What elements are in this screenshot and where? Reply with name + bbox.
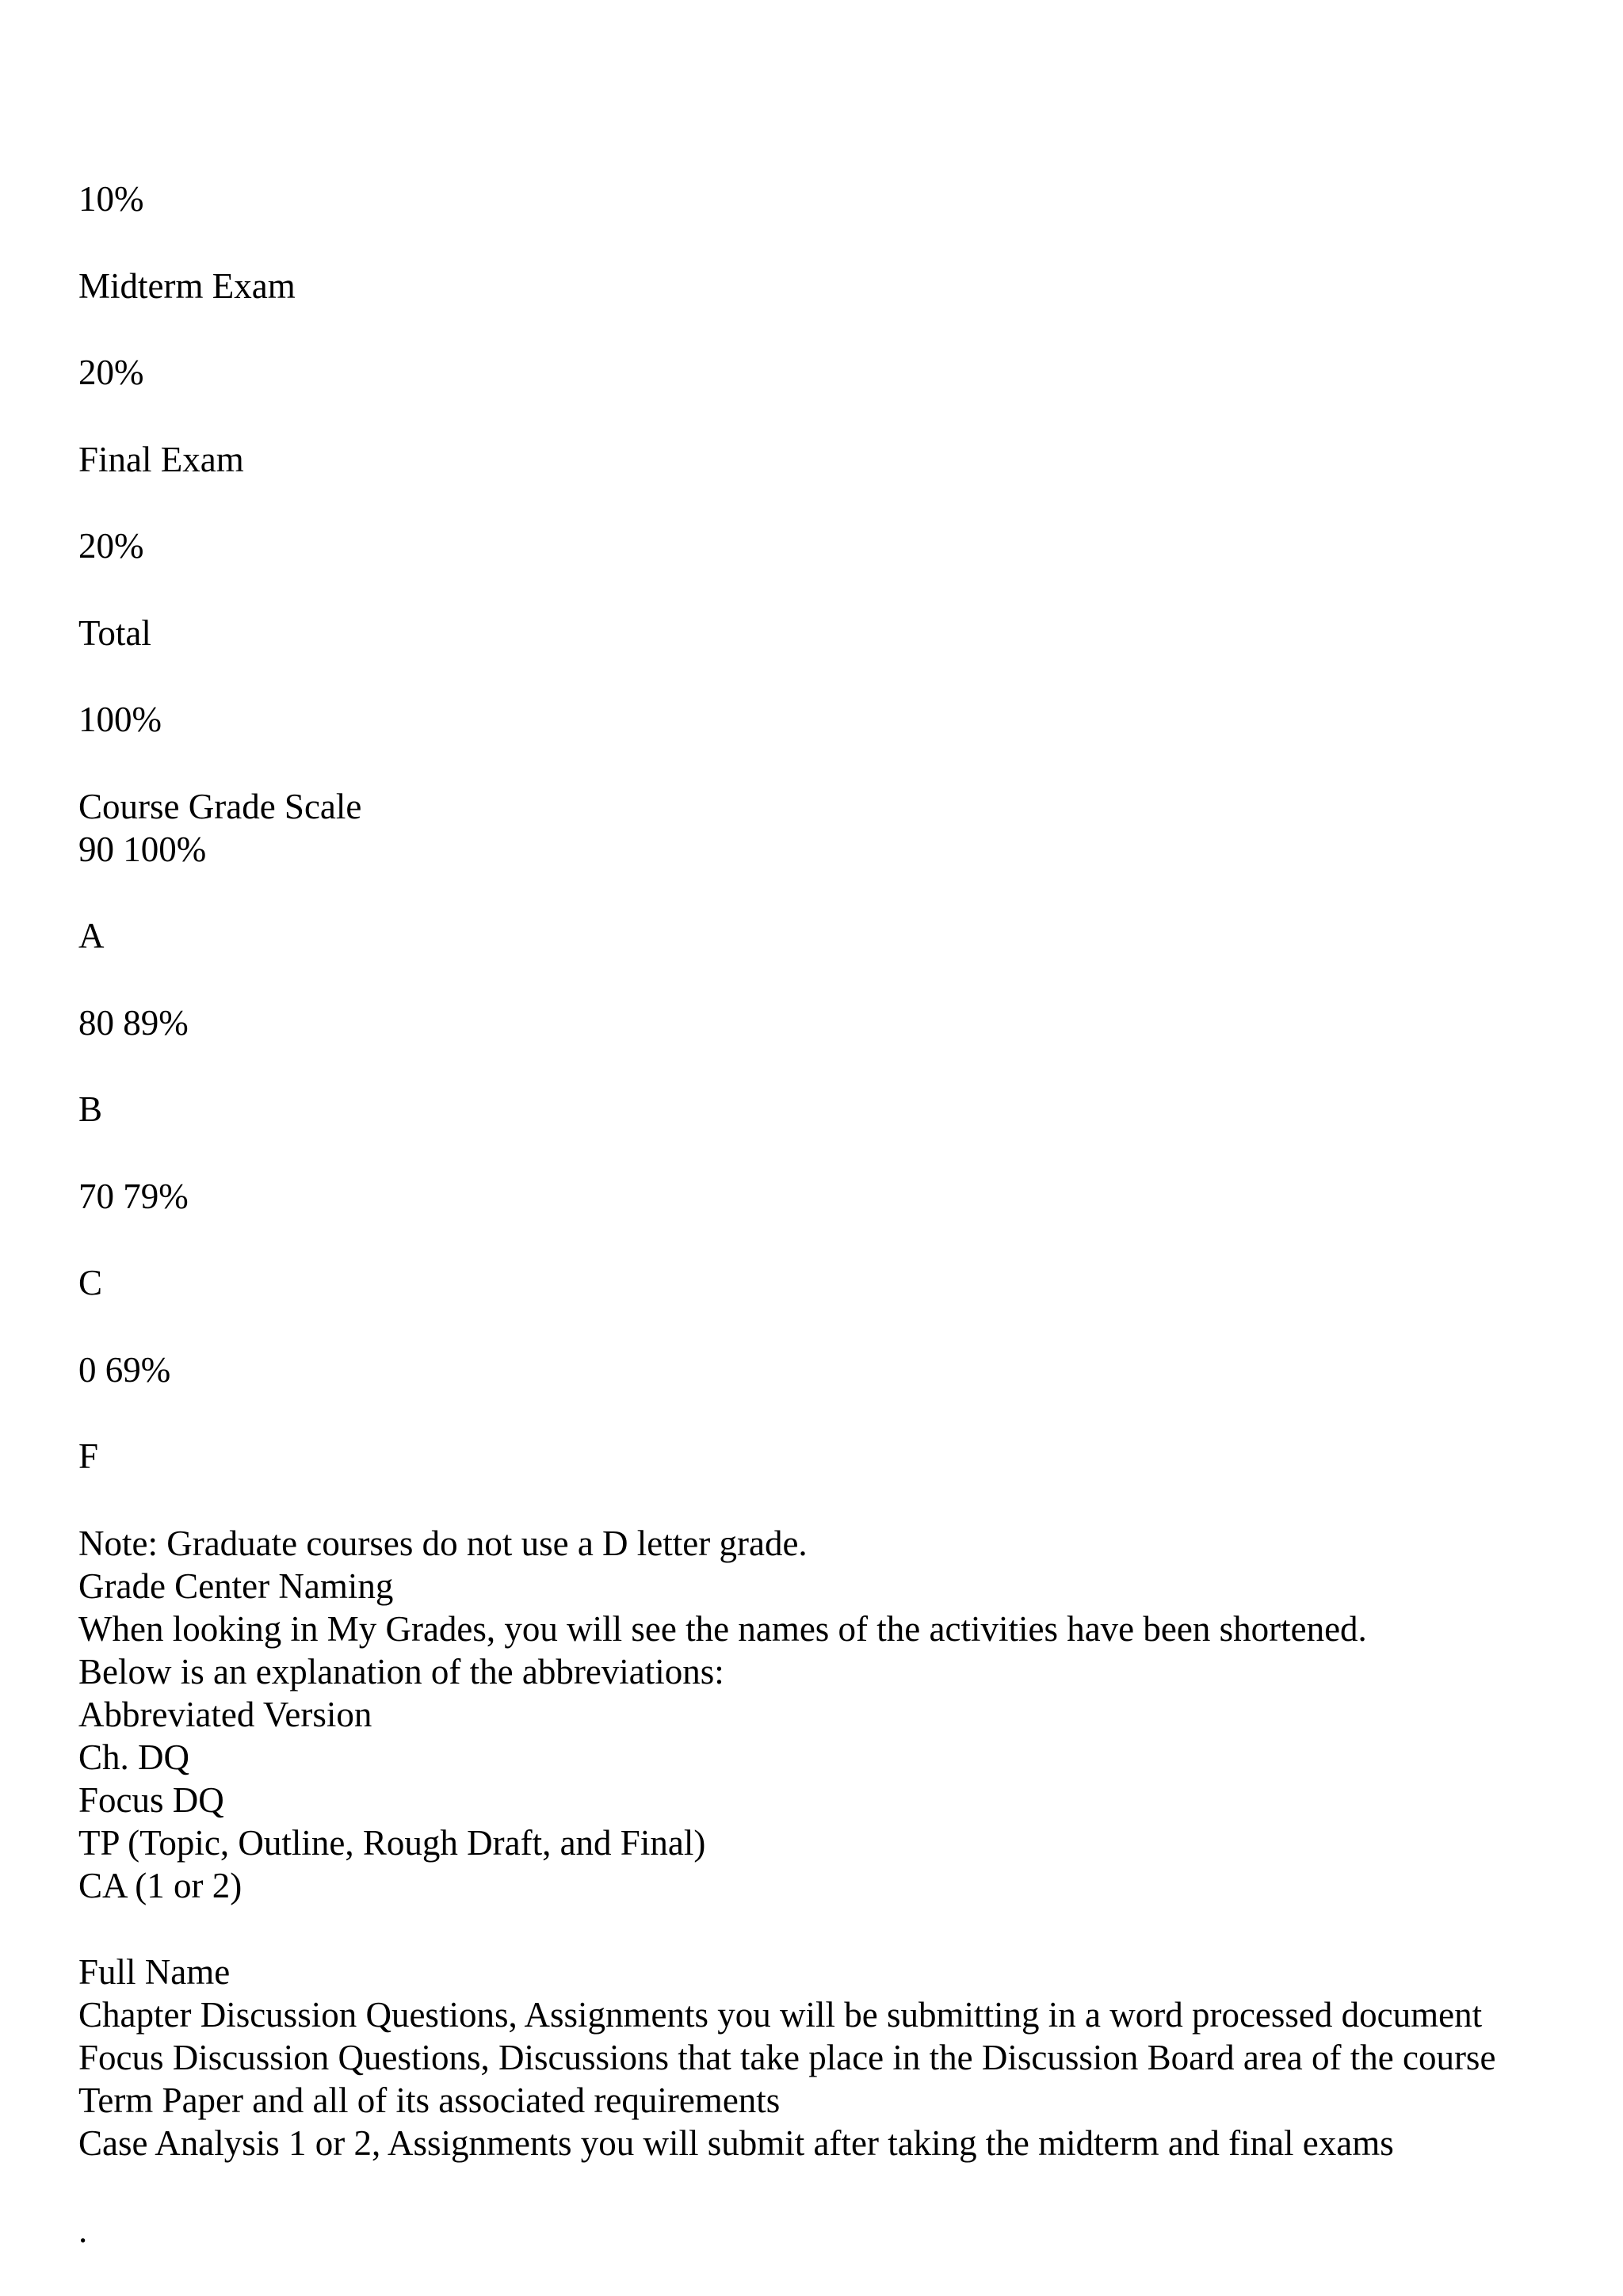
grade-center-heading: Grade Center Naming	[78, 1566, 394, 1606]
total-percent: 100%	[78, 700, 162, 739]
abbreviation-item: CA (1 or 2)	[78, 1866, 242, 1905]
trailing-period: .	[78, 2210, 88, 2250]
grade-scale-letter: C	[78, 1263, 103, 1302]
full-name-item: Term Paper and all of its associated requirements	[78, 2081, 781, 2120]
grade-scale-note: Note: Graduate courses do not use a D letter grade.	[78, 1524, 808, 1563]
midterm-percent: 20%	[78, 353, 144, 392]
final-exam-percent: 20%	[78, 526, 144, 566]
final-exam-label: Final Exam	[78, 440, 244, 479]
full-name-item: Chapter Discussion Questions, Assignments you will be submitting in a word processed document	[78, 1995, 1483, 2035]
grade-scale-range: 80 89%	[78, 1003, 189, 1043]
grade-scale-range: 70 79%	[78, 1177, 189, 1216]
grade-center-intro: Below is an explanation of the abbreviations:	[78, 1652, 724, 1691]
grade-center-intro: When looking in My Grades, you will see the names of the activities have been shortened.	[78, 1609, 1367, 1649]
weight-quizzes-percent: 10%	[78, 179, 144, 219]
full-name-item: Focus Discussion Questions, Discussions that take place in the Discussion Board area of the course	[78, 2038, 1496, 2077]
grade-scale-letter: A	[78, 916, 105, 955]
abbreviation-item: Ch. DQ	[78, 1737, 190, 1777]
abbreviation-item: TP (Topic, Outline, Rough Draft, and Final)	[78, 1823, 706, 1863]
midterm-label: Midterm Exam	[78, 266, 296, 306]
grade-scale-heading: Course Grade Scale	[78, 787, 362, 826]
grade-scale-range: 0 69%	[78, 1350, 171, 1390]
total-label: Total	[78, 613, 151, 653]
grade-scale-letter: B	[78, 1089, 103, 1129]
abbreviation-item: Focus DQ	[78, 1780, 224, 1820]
grade-scale-letter: F	[78, 1436, 99, 1476]
full-name-item: Case Analysis 1 or 2, Assignments you will submit after taking the midterm and final exams	[78, 2123, 1394, 2163]
grade-scale-range: 90 100%	[78, 830, 207, 869]
full-name-heading: Full Name	[78, 1952, 231, 1992]
abbreviated-version-heading: Abbreviated Version	[78, 1695, 372, 1734]
